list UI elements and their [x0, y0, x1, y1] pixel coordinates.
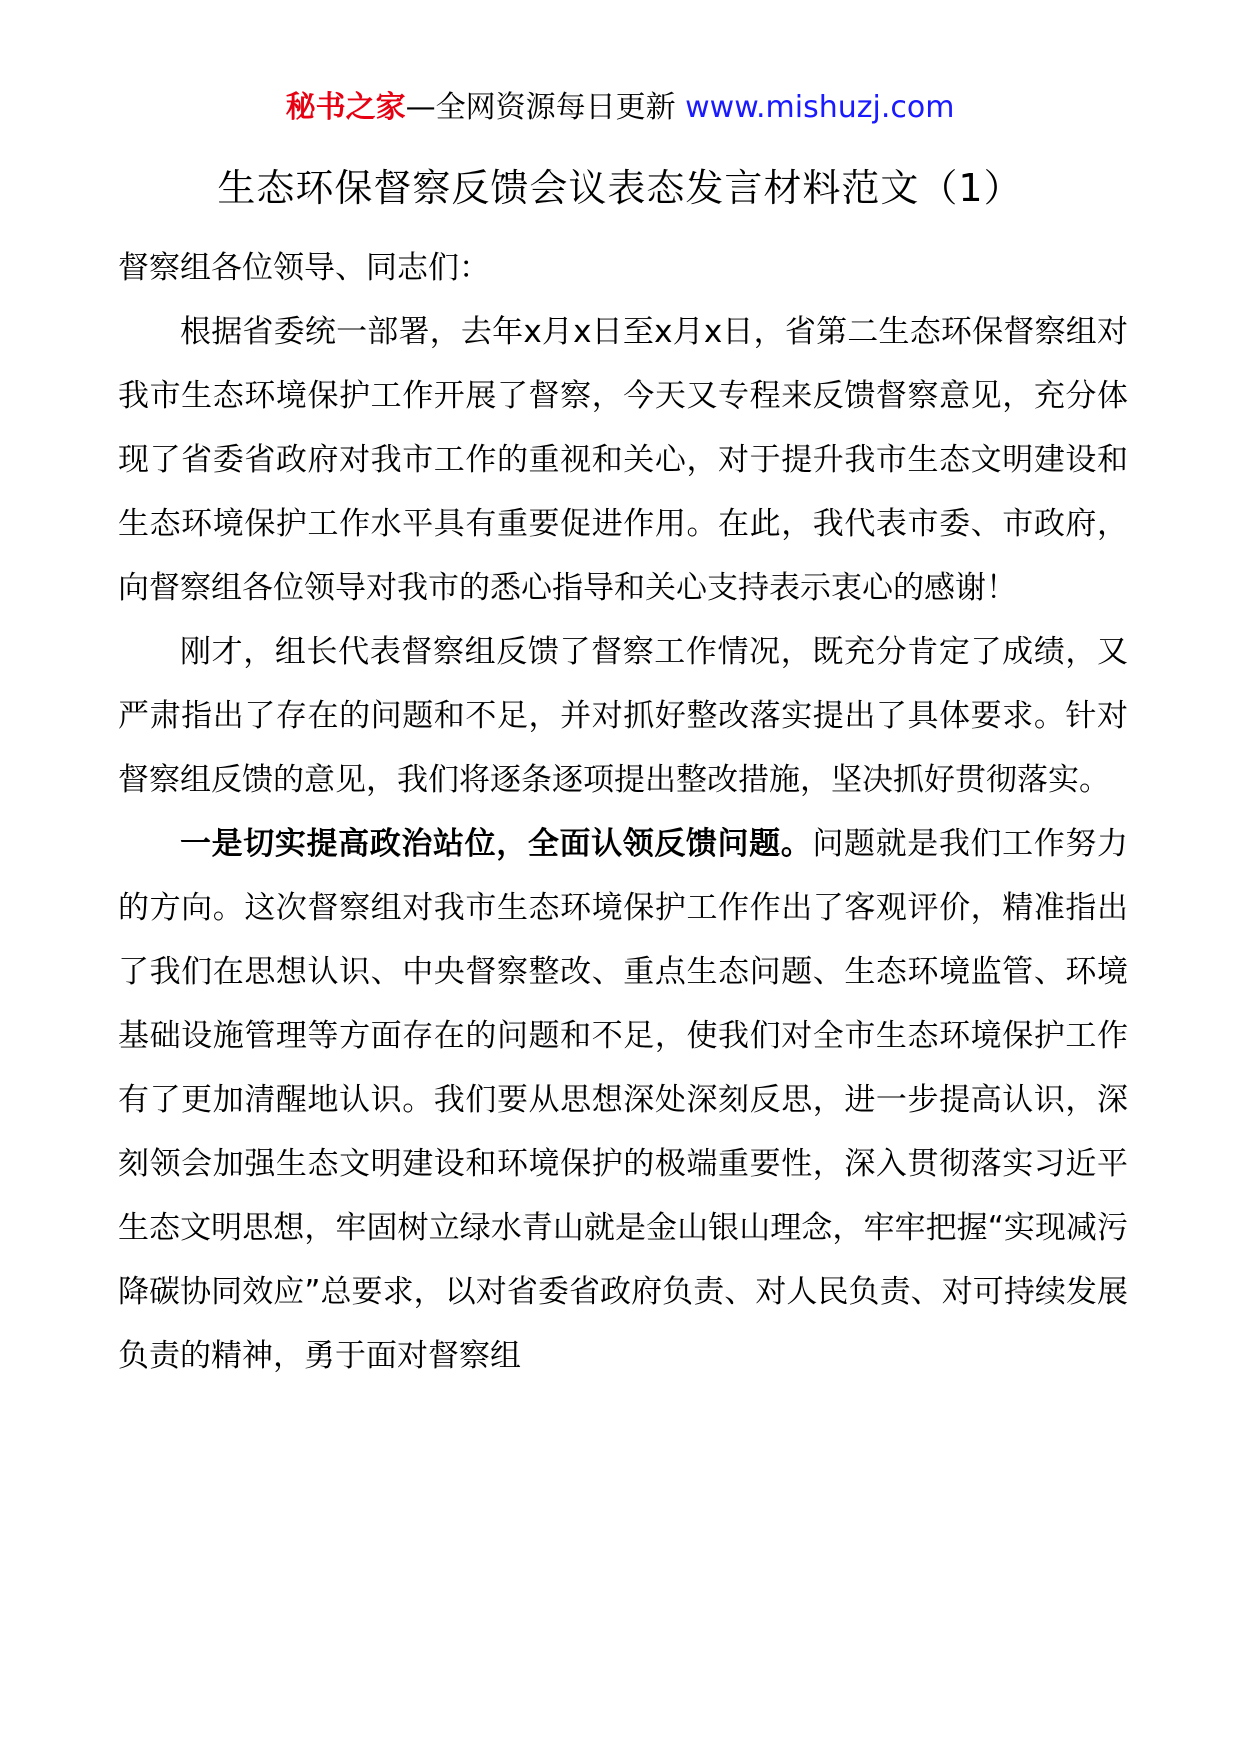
brand-name: 秘书之家 [285, 90, 406, 125]
paragraph-1: 根据省委统一部署，去年x月x日至x月x日，省第二生态环保督察组对我市生态环境保护工作开展了督察，今天又专程来反馈督察意见，充分体现了省委省政府对我市工作的重视和关心，对于提升我市生态文明建设和生态环境保护工作水平具有重要促进作用。在此，我代表市委、市政府，向督察组各位领导对我市的悉心指导和关心支持表示衷心的感谢！ [118, 314, 1128, 606]
paragraph-3-heading: 一是切实提高政治站位，全面认领反馈问题。 [180, 826, 813, 862]
header-tagline: —全网资源每日更新 [405, 90, 676, 125]
site-url-link[interactable]: www.mishuzj.com [685, 90, 955, 125]
salutation: 督察组各位领导、同志们： [118, 250, 490, 286]
paragraph-2: 刚才，组长代表督察组反馈了督察工作情况，既充分肯定了成绩，又严肃指出了存在的问题和不足，并对抓好整改落实提出了具体要求。针对督察组反馈的意见，我们将逐条逐项提出整改措施，坚决抓好贯彻落实。 [118, 634, 1128, 798]
paragraph-3-text: 问题就是我们工作努力的方向。这次督察组对我市生态环境保护工作作出了客观评价，精准指出了我们在思想认识、中央督察整改、重点生态问题、生态环境监管、环境基础设施管理等方面存在的问题和不足，使我们对全市生态环境保护工作有了更加清醒地认识。我们要从思想深处深刻反思，进一步提高认识，深刻领会加强生态文明建设和环境保护的极端重要性，深入贯彻落实习近平生态文明思想，牢固树立绿水青山就是金山银山理念，牢牢把握“实现减污降碳协同效应”总要求，以对省委省政府负责、对人民负责、对可持续发展负责的精神，勇于面对督察组 [118, 826, 1129, 1374]
document-title: 生态环保督察反馈会议表态发言材料范文（1） [217, 166, 1023, 210]
document-body [118, 236, 1128, 1388]
paragraph-3 [118, 812, 1128, 1388]
site-header [0, 86, 1240, 130]
